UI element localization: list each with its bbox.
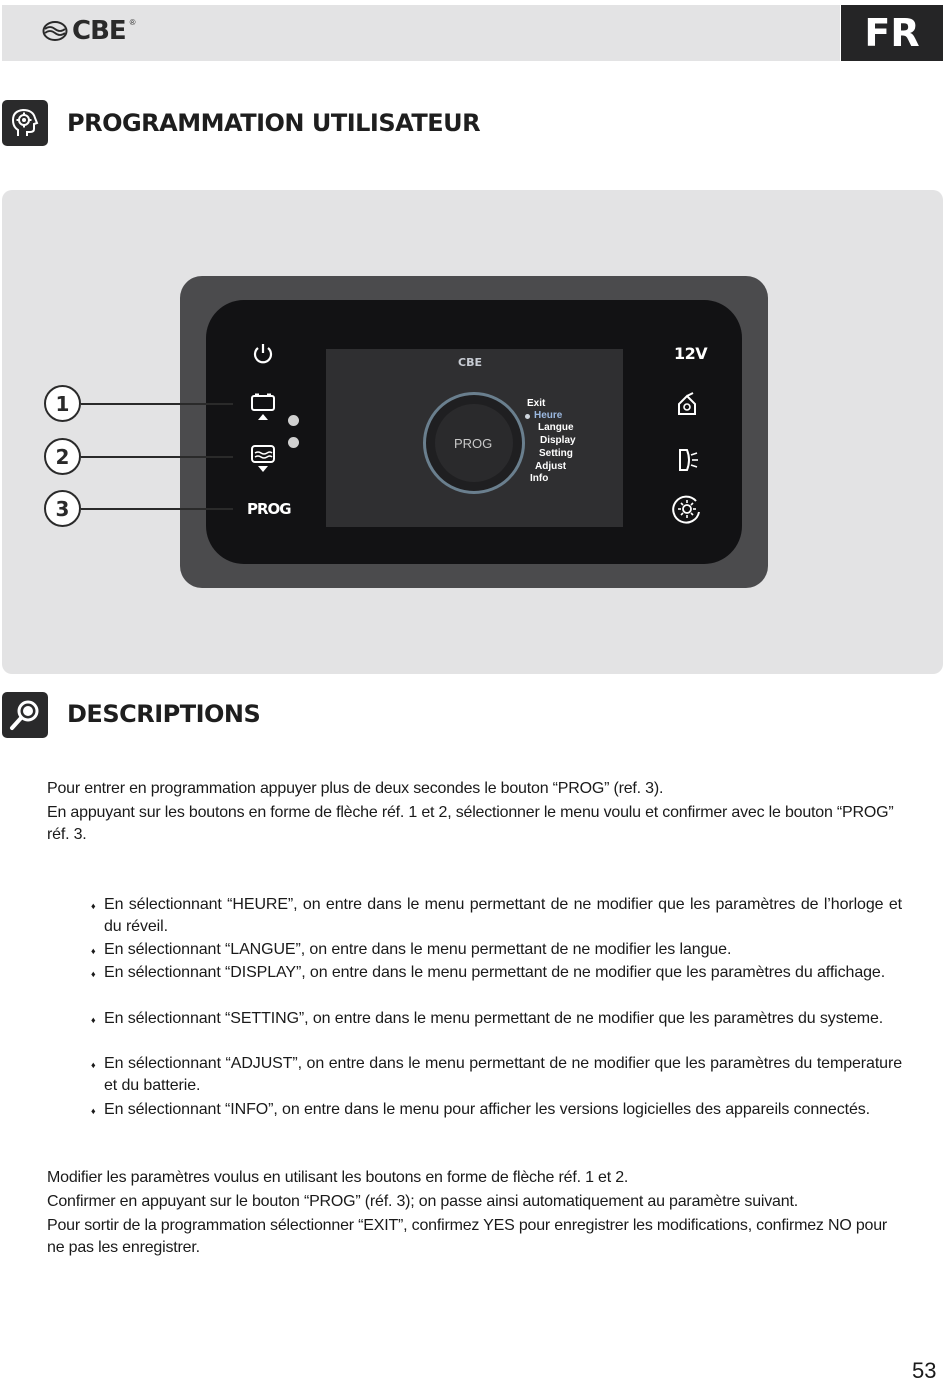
logo-text: CBE (72, 16, 126, 46)
logo-registered-mark: ® (129, 17, 136, 27)
menu-item-setting: Setting (539, 448, 573, 459)
callout-line-3 (81, 508, 233, 510)
bullet-marker: ♦ (91, 1106, 96, 1116)
intro-paragraph-1: Pour entrer en programmation appuyer plus de deux secondes le bouton “PROG” (ref. 3). (47, 780, 664, 797)
callout-2: 2 (44, 438, 81, 475)
bullet-heure: En sélectionnant “HEURE”, on entre dans le menu permettant de ne modifier que les paramètres de l’horloge et du réveil. (104, 896, 902, 935)
menu-selection-dot (525, 414, 530, 419)
callout-line-2 (81, 456, 233, 458)
bullet-marker: ♦ (91, 1060, 96, 1070)
indicator-led-2 (288, 437, 299, 448)
callout-line-1 (81, 403, 233, 405)
bullet-marker: ♦ (91, 1015, 96, 1025)
brand-logo (42, 16, 136, 46)
bullet-setting: En sélectionnant “SETTING”, on entre dans le menu permettant de ne modifier que les paramètres du systeme. (104, 1010, 884, 1027)
bullet-info: En sélectionnant “INFO”, on entre dans le menu pour afficher les versions logicielles des appareils connectés. (104, 1101, 871, 1118)
battery-arrow-up-icon[interactable] (248, 392, 278, 422)
menu-item-adjust: Adjust (535, 461, 567, 472)
intro-paragraph-2: En appuyant sur les boutons en forme de flèche réf. 1 et 2, sélectionner le menu voulu et confirmer avec le bouton “PROG” réf. 3. (47, 804, 894, 843)
outro-paragraph-3: Pour sortir de la programmation sélectionner “EXIT”, confirmez YES pour enregistrer les modifications, confirmez NO pour ne pas les enregistrer. (47, 1217, 888, 1256)
language-badge: FR (841, 5, 943, 61)
callout-1: 1 (44, 385, 81, 422)
magnifier-icon (2, 692, 48, 738)
pump-icon[interactable] (674, 392, 700, 418)
light-icon[interactable] (675, 447, 701, 473)
callout-3: 3 (44, 490, 81, 527)
menu-item-langue: Langue (538, 422, 574, 433)
indicator-led-1 (288, 415, 299, 426)
gear-head-icon (2, 100, 48, 146)
bullet-marker: ♦ (91, 969, 96, 979)
outro-paragraph-2: Confirmer en appuyant sur le bouton “PROG” (réf. 3); on passe ainsi automatiquement au paramètre suivant. (47, 1193, 798, 1210)
bullet-marker: ♦ (91, 946, 96, 956)
bullet-adjust: En sélectionnant “ADJUST”, on entre dans le menu permettant de ne modifier que les paramètres du temperature et du batterie. (104, 1055, 902, 1094)
section-title-programmation: PROGRAMMATION UTILISATEUR (67, 109, 481, 137)
dial-label: PROG (454, 436, 493, 451)
wave-logo-icon (42, 20, 68, 42)
power-icon[interactable] (250, 341, 276, 367)
voltage-label: 12V (674, 344, 708, 363)
bullet-display: En sélectionnant “DISPLAY”, on entre dans le menu permettant de ne modifier que les paramètres du affichage. (104, 964, 886, 981)
tank-arrow-down-icon[interactable] (248, 444, 278, 474)
screen-logo: CBE (458, 356, 482, 369)
menu-item-info: Info (530, 473, 549, 484)
section-title-descriptions: DESCRIPTIONS (67, 700, 261, 728)
brightness-icon[interactable] (672, 494, 702, 524)
menu-item-exit: Exit (527, 398, 546, 409)
page-number: 53 (912, 1358, 937, 1383)
bullet-langue: En sélectionnant “LANGUE”, on entre dans le menu permettant de ne modifier les langue. (104, 941, 732, 958)
prog-button[interactable]: PROG (247, 500, 291, 518)
bullet-marker: ♦ (91, 901, 96, 911)
menu-item-display: Display (540, 435, 576, 446)
menu-item-heure: Heure (534, 410, 563, 421)
outro-paragraph-1: Modifier les paramètres voulus en utilisant les boutons en forme de flèche réf. 1 et 2. (47, 1169, 629, 1186)
